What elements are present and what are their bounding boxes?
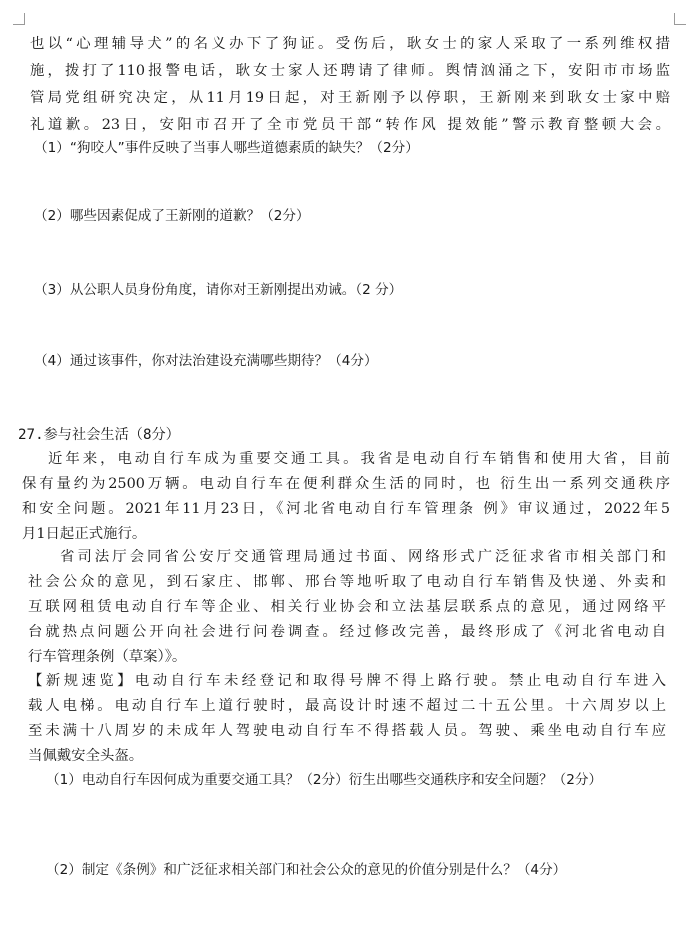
passage26-line: 也以“心理辅导犬”的名义办下了狗证。受伤后，耿女士的家人采取了一系列维权措 <box>30 36 670 52</box>
question-27-title: 27.参与社会生活（8分） <box>18 427 180 443</box>
passage26-line: 礼道歉。23日，安阳市召开了全市党员干部“转作风 提效能”警示教育整顿大会。 <box>30 117 670 133</box>
q27-para1-line: 和安全问题。2021年11月23日，《河北省电动自行车管理条 例》审议通过，2022年5 <box>22 501 670 517</box>
question-26-4: （4）通过该事件，你对法治建设充满哪些期待？（4分） <box>34 353 378 369</box>
crop-mark-top-left <box>13 13 25 25</box>
question-27-2: （2）制定《条例》和广泛征求相关部门和社会公众的意见的价值分别是什么？（4分） <box>46 862 567 878</box>
q27-para2-line: 台就热点问题公开向社会进行问卷调查。经过修改完善，最终形成了《河北省电动自 <box>28 624 666 640</box>
q27-para2-line: 省司法厅会同省公安厅交通管理局通过书面、网络形式广泛征求省市相关部门和 <box>60 549 666 565</box>
q27-para2-line: 社会公众的意见，到石家庄、邯郸、邢台等地听取了电动自行车销售及快递、外卖和 <box>28 574 666 590</box>
crop-mark-top-right <box>674 13 686 25</box>
passage26-line: 管局党组研究决定，从11月19日起，对王新刚予以停职，王新刚来到耿女士家中赔 <box>30 90 670 106</box>
q27-para3-line: 至未满十八周岁的未成年人驾驶电动自行车不得搭载人员。驾驶、乘坐电动自行车应 <box>28 723 666 739</box>
q27-para1-line: 近年来，电动自行车成为重要交通工具。我省是电动自行车销售和使用大省，目前 <box>48 451 670 467</box>
passage26-line: 施，拨打了110报警电话，耿女士家人还聘请了律师。舆情汹涌之下，安阳市市场监 <box>30 63 670 79</box>
q27-para1-line: 月1日起正式施行。 <box>22 526 147 542</box>
q27-para2-line: 行车管理条例（草案）》。 <box>28 649 187 665</box>
question-26-2: （2）哪些因素促成了王新刚的道歉？（2分） <box>34 208 310 224</box>
question-27-1: （1）电动自行车因何成为重要交通工具？（2分）衍生出哪些交通秩序和安全问题？（2分） <box>46 772 603 788</box>
q27-para3-line: 当佩戴安全头盔。 <box>28 748 144 764</box>
question-26-3: （3）从公职人员身份角度，请你对王新刚提出劝诫。（2 分） <box>34 282 403 298</box>
q27-para2-line: 互联网租赁电动自行车等企业、相关行业协会和立法基层联系点的意见，通过网络平 <box>28 599 666 615</box>
q27-para3-line: 【新规速览】电动自行车未经登记和取得号牌不得上路行驶。禁止电动自行车进入 <box>28 673 666 689</box>
q27-para1-line: 保有量约为2500万辆。电动自行车在便利群众生活的同时，也 衍生出一系列交通秩序 <box>22 476 670 492</box>
q27-para3-line: 载人电梯。电动自行车上道行驶时，最高设计时速不超过二十五公里。十六周岁以上 <box>28 698 666 714</box>
question-26-1: （1）“狗咬人”事件反映了当事人哪些道德素质的缺失？（2分） <box>34 140 419 156</box>
